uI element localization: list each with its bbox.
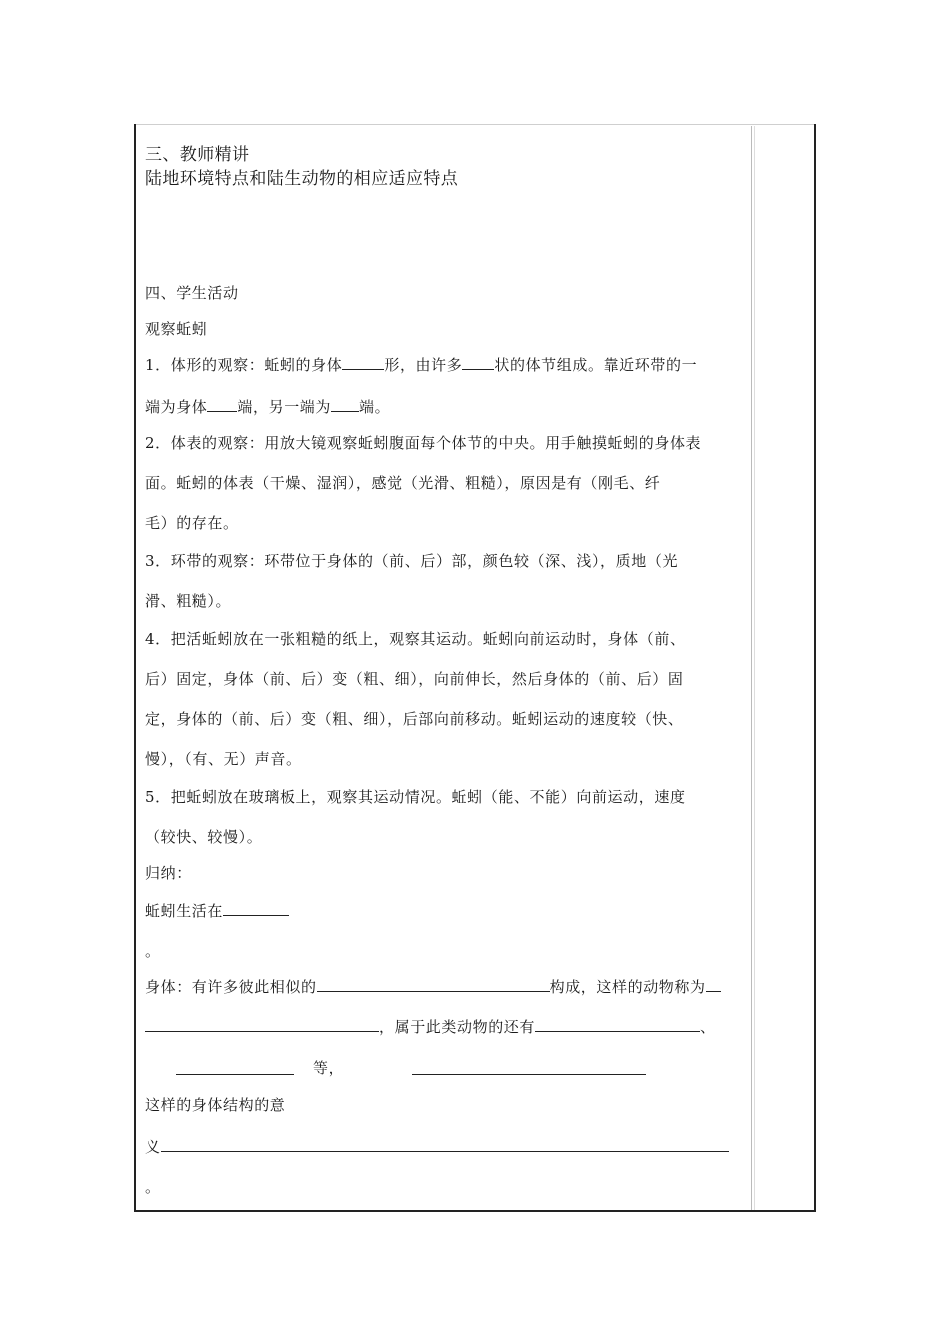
meaning-line bbox=[145, 1136, 729, 1157]
item-1-text-c: 状的体节组成。靠近环带的一 bbox=[494, 356, 698, 374]
item-1-text-f: 端。 bbox=[359, 398, 391, 416]
blank bbox=[706, 977, 721, 992]
meaning-label: 这样的身体结构的意 bbox=[145, 1096, 286, 1114]
habitat-end: 。 bbox=[145, 942, 161, 960]
item-1-line-1 bbox=[145, 354, 697, 375]
meaning-text: 义 bbox=[145, 1138, 161, 1156]
item-1-text-a: 1．体形的观察：蚯蚓的身体 bbox=[145, 356, 343, 374]
item-5-line-1: 5．把蚯蚓放在玻璃板上，观察其运动情况。蚯蚓（能、不能）向前运动，速度 bbox=[145, 788, 686, 806]
item-4-line-3: 定，身体的（前、后）变（粗、细），后部向前移动。蚯蚓运动的速度较（快、 bbox=[145, 710, 684, 728]
item-2-line-1: 2．体表的观察：用放大镜观察蚯蚓腹面每个体节的中央。用手触摸蚯蚓的身体表 bbox=[145, 434, 702, 452]
item-1-text-e: 端，另一端为 bbox=[237, 398, 332, 416]
item-1-text-b: 形，由许多 bbox=[384, 356, 463, 374]
item-4-line-2: 后）固定，身体（前、后）变（粗、细），向前伸长，然后身体的（前、后）固 bbox=[145, 670, 684, 688]
section-4-title: 四、学生活动 bbox=[145, 284, 239, 302]
item-4-line-1: 4．把活蚯蚓放在一张粗糙的纸上，观察其运动。蚯蚓向前运动时，身体（前、 bbox=[145, 630, 686, 648]
meaning-end: 。 bbox=[145, 1178, 161, 1196]
body-line-2 bbox=[145, 1016, 716, 1037]
blank bbox=[462, 355, 494, 370]
blank bbox=[535, 1017, 700, 1032]
habitat-label: 蚯蚓生活在 bbox=[145, 902, 224, 920]
column-divider bbox=[751, 126, 755, 1210]
section-3-subtitle: 陆地环境特点和陆生动物的相应适应特点 bbox=[145, 169, 459, 189]
body-text-a: 身体：有许多彼此相似的 bbox=[145, 978, 317, 996]
habitat-line bbox=[145, 900, 289, 921]
body-text-c: ，属于此类动物的还有 bbox=[379, 1018, 536, 1036]
blank bbox=[342, 355, 384, 370]
meaning-blank bbox=[161, 1137, 729, 1152]
blank bbox=[412, 1073, 646, 1075]
item-1-text-d: 端为身体 bbox=[145, 398, 208, 416]
blank bbox=[145, 1017, 379, 1032]
habitat-blank bbox=[223, 901, 289, 916]
summary-title: 归纳： bbox=[145, 864, 192, 882]
blank bbox=[176, 1073, 294, 1075]
section-3-title: 三、教师精讲 bbox=[145, 145, 250, 165]
body-text-b: 构成，这样的动物称为 bbox=[549, 978, 706, 996]
body-text-d: 、 bbox=[700, 1018, 716, 1036]
item-2-line-3: 毛）的存在。 bbox=[145, 514, 239, 532]
item-4-line-4: 慢），（有、无）声音。 bbox=[145, 750, 302, 768]
activity-title: 观察蚯蚓 bbox=[145, 320, 208, 338]
blank bbox=[207, 397, 237, 412]
item-3-line-1: 3．环带的观察：环带位于身体的（前、后）部，颜色较（深、浅），质地（光 bbox=[145, 552, 679, 570]
body-line-1 bbox=[145, 976, 721, 997]
item-2-line-2: 面。蚯蚓的体表（干燥、湿润），感觉（光滑、粗糙），原因是有（刚毛、纤 bbox=[145, 474, 661, 492]
item-5-line-2: （较快、较慢）。 bbox=[145, 828, 263, 846]
blank bbox=[317, 977, 550, 992]
body-text-etc: 等， bbox=[313, 1059, 345, 1077]
item-3-line-2: 滑、粗糙）。 bbox=[145, 592, 232, 610]
blank bbox=[331, 397, 359, 412]
item-1-line-2 bbox=[145, 396, 390, 417]
